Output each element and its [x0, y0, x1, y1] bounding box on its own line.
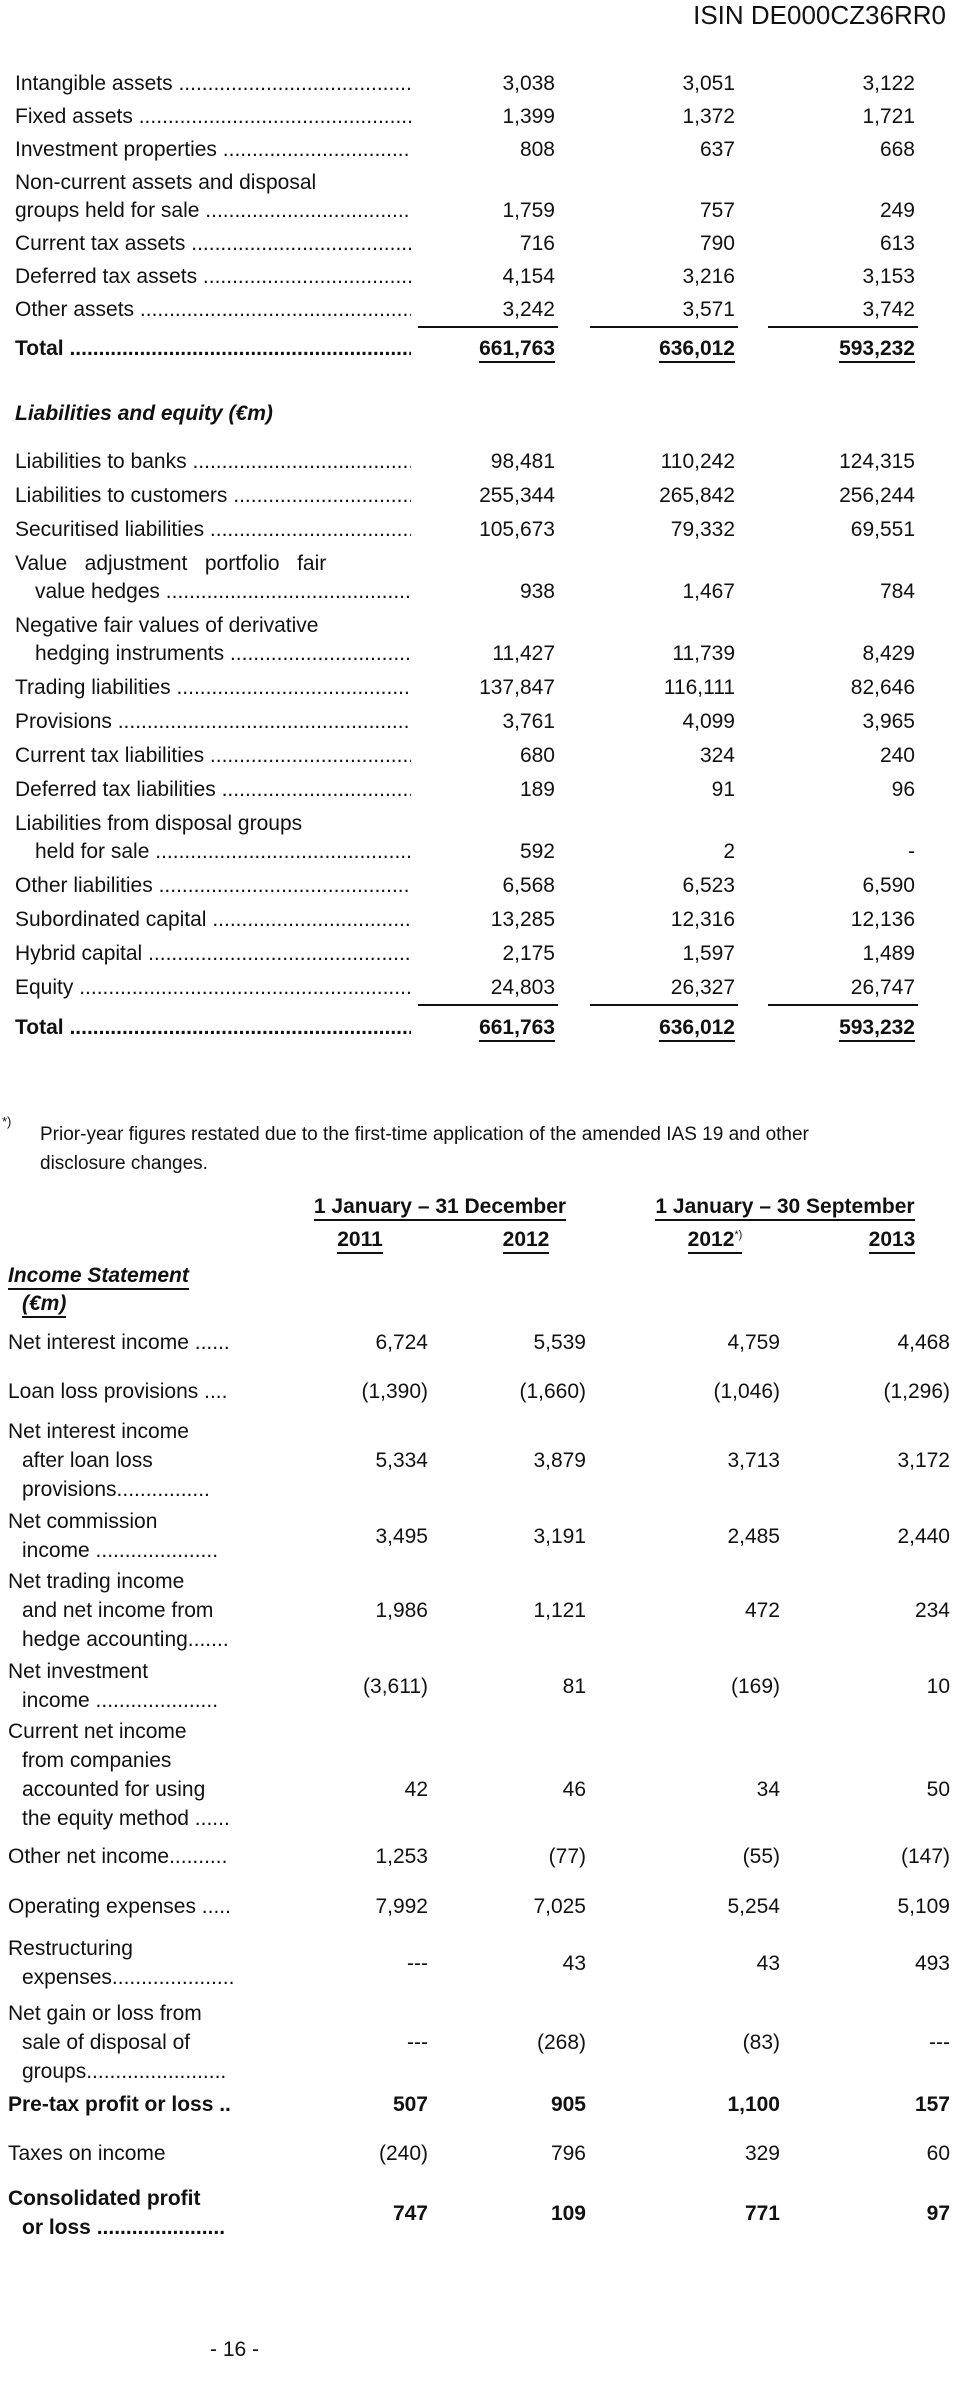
value-2012-restated: 6,523 [682, 874, 735, 897]
period-heading [635, 1195, 935, 1219]
value-2012-restated: 91 [711, 778, 735, 801]
value-2013: 69,551 [850, 518, 915, 541]
footnote-mark: *) [2, 1114, 12, 1129]
value-2012: 680 [519, 744, 555, 767]
income-title [8, 1264, 189, 1288]
value-2013: 8,429 [862, 642, 915, 665]
total-value-2013 [760, 1016, 915, 1040]
income-value: 4,468 [897, 1331, 950, 1354]
value-2012: 105,673 [479, 518, 555, 541]
income-title-text: Income Statement [8, 1264, 189, 1290]
income-value: (1,296) [883, 1380, 950, 1403]
income-value: 97 [926, 2201, 950, 2225]
value-2013: - [908, 840, 915, 863]
row-label-line2: value hedges ..... [35, 580, 411, 604]
income-value: (55) [742, 1845, 780, 1868]
year-label: 2011 [337, 1228, 383, 1254]
row-label-line: income ..................... [22, 1689, 219, 1712]
value-2012: 2,175 [502, 942, 555, 965]
value-2012: 938 [519, 580, 555, 603]
row-label: Current tax assets ..... [15, 232, 411, 256]
income-unit-text: (€m) [22, 1292, 66, 1318]
income-value: 3,495 [375, 1524, 428, 1548]
income-value: 5,109 [897, 1895, 950, 1918]
value-2012: 3,242 [502, 298, 555, 321]
income-value: 7,992 [375, 1895, 428, 1918]
value-2012: 1,759 [502, 199, 555, 222]
value-2013: 3,122 [862, 72, 915, 95]
row-label-line: or loss ...................... [22, 2216, 226, 2239]
income-value: --- [407, 2031, 428, 2054]
year-header [842, 1228, 942, 1252]
row-label-line: Current net income [8, 1720, 187, 1743]
row-label-line: accounted for using [22, 1778, 206, 1801]
income-value: 2,440 [897, 1524, 950, 1548]
value-2013: 3,153 [862, 265, 915, 288]
value-2013: 256,244 [839, 484, 915, 507]
total-value: 593,232 [839, 1016, 915, 1042]
value-2012: 4,154 [502, 265, 555, 288]
row-label: Intangible assets ..... [15, 72, 411, 96]
income-value: (147) [900, 1845, 950, 1868]
income-value: 42 [404, 1777, 428, 1801]
total-value: 593,232 [839, 337, 915, 363]
row-label: Provisions ..... [15, 710, 411, 734]
income-value: --- [929, 2031, 950, 2054]
income-value: 3,879 [533, 1449, 586, 1472]
value-2013: 3,742 [862, 298, 915, 321]
income-value: 109 [550, 2201, 586, 2225]
value-2012-restated: 1,372 [682, 105, 735, 128]
row-label: Other liabilities ..... [15, 874, 411, 898]
year-label [688, 1228, 743, 1254]
value-2012-restated: 79,332 [670, 518, 735, 541]
value-2013: 96 [891, 778, 915, 801]
row-label-line: expenses..................... [22, 1966, 235, 1989]
row-label-line: hedge accounting....... [22, 1628, 229, 1651]
income-value: 7,025 [533, 1895, 586, 1918]
income-value: 472 [744, 1599, 780, 1622]
value-2012: 1,399 [502, 105, 555, 128]
value-2012-restated: 12,316 [670, 908, 735, 931]
row-label-line1: Value adjustment portfolio fair [15, 552, 327, 575]
value-2012-restated: 116,111 [663, 676, 735, 699]
value-2012-restated: 110,242 [660, 450, 735, 473]
liabilities-heading: Liabilities and equity (€m) [15, 402, 273, 425]
row-label-line: from companies [22, 1749, 172, 1772]
income-value: 34 [756, 1777, 780, 1801]
income-value: 4,759 [727, 1331, 780, 1354]
income-value: 50 [926, 1777, 950, 1801]
total-value-2013 [760, 337, 915, 361]
value-2013: 240 [879, 744, 915, 767]
row-label-line2: groups held for sale ..... [15, 199, 411, 223]
income-value: 747 [392, 2201, 428, 2225]
income-value: 1,121 [533, 1599, 586, 1622]
total-value: 661,763 [479, 1016, 555, 1042]
value-2012: 13,285 [490, 908, 555, 931]
subtotal-rule [768, 326, 918, 328]
value-2013: 1,489 [862, 942, 915, 965]
total-value: 636,012 [659, 1016, 735, 1042]
row-label-line: sale of disposal of [22, 2031, 191, 2054]
income-value: (268) [536, 2031, 586, 2054]
row-label-line: Net gain or loss from [8, 2002, 202, 2025]
income-value: 5,539 [533, 1331, 586, 1354]
row-label-line: and net income from [22, 1599, 214, 1622]
income-value: 1,986 [375, 1599, 428, 1622]
income-value: 5,254 [727, 1895, 780, 1918]
value-2012: 808 [519, 138, 555, 161]
income-value: (1,046) [713, 1380, 780, 1403]
value-2013: 6,590 [862, 874, 915, 897]
income-value: --- [407, 1951, 428, 1975]
row-label-line: Net trading income [8, 1570, 185, 1593]
income-value: 3,191 [533, 1524, 586, 1548]
value-2013: 124,315 [839, 450, 915, 473]
row-label-line: the equity method ...... [22, 1807, 230, 1830]
income-value: 796 [550, 2142, 586, 2165]
row-label-line2: held for sale ..... [35, 840, 411, 864]
value-2012-restated: 26,327 [670, 976, 735, 999]
row-label-line2: hedging instruments ..... [35, 642, 411, 666]
row-label: Deferred tax liabilities ..... [15, 778, 411, 802]
value-2012-restated: 265,842 [659, 484, 735, 507]
income-value: 507 [392, 2093, 428, 2116]
row-label: Subordinated capital ..... [15, 908, 411, 932]
row-label: Liabilities to banks ..... [15, 450, 411, 474]
income-value: 43 [756, 1951, 780, 1975]
row-label-line: Pre-tax profit or loss .. [8, 2093, 231, 2116]
row-label: Fixed assets ..... [15, 105, 411, 129]
value-2012: 98,481 [490, 450, 555, 473]
subtotal-rule [418, 1004, 558, 1006]
income-value: 1,100 [727, 2093, 780, 2116]
total-value-2012-restated [580, 1016, 735, 1040]
total-label: Total ..... [15, 1016, 411, 1040]
income-value: 905 [550, 2093, 586, 2116]
row-label: Securitised liabilities ..... [15, 518, 411, 542]
total-value: 661,763 [479, 337, 555, 363]
income-value: 2,485 [727, 1524, 780, 1548]
income-value: (1,660) [519, 1380, 586, 1403]
row-label-line1: Negative fair values of derivative [15, 614, 319, 637]
row-label-line: after loan loss [22, 1449, 153, 1472]
income-value: (169) [730, 1674, 780, 1698]
income-value: (3,611) [363, 1674, 428, 1698]
value-2012: 11,427 [492, 642, 555, 665]
value-2012-restated: 3,051 [682, 72, 735, 95]
value-2012-restated: 2 [723, 840, 735, 863]
value-2013: 249 [879, 199, 915, 222]
isin-header: ISIN DE000CZ36RR0 [693, 0, 946, 30]
row-label-line: Net interest income [8, 1420, 189, 1443]
value-2012: 189 [519, 778, 555, 801]
subtotal-rule [768, 1004, 918, 1006]
subtotal-rule [590, 326, 738, 328]
income-value: 81 [562, 1674, 586, 1698]
income-value: 1,253 [375, 1845, 428, 1868]
row-label-line: Net interest income ...... [8, 1331, 230, 1354]
row-label-line: Taxes on income [8, 2142, 166, 2165]
row-label-line1: Liabilities from disposal groups [15, 812, 303, 835]
value-2012: 255,344 [479, 484, 555, 507]
value-2013: 1,721 [862, 105, 915, 128]
value-2012-restated: 4,099 [682, 710, 735, 733]
income-value: 329 [744, 2142, 780, 2165]
subtotal-rule [418, 326, 558, 328]
value-2013: 613 [879, 232, 915, 255]
value-2013: 26,747 [850, 976, 915, 999]
row-label: Current tax liabilities ..... [15, 744, 411, 768]
income-value: 46 [562, 1777, 586, 1801]
income-value: 771 [744, 2201, 780, 2225]
year-label: 2012 [503, 1228, 550, 1254]
year-header [310, 1228, 410, 1252]
income-value: 157 [914, 2093, 950, 2116]
row-label-line: Net commission [8, 1510, 158, 1533]
value-2012-restated: 3,571 [682, 298, 735, 321]
year-header [660, 1228, 770, 1252]
year-footnote-mark: *) [734, 1229, 743, 1241]
value-2013: 668 [879, 138, 915, 161]
total-label: Total ..... [15, 337, 411, 361]
value-2012-restated: 757 [699, 199, 735, 222]
value-2012: 3,038 [502, 72, 555, 95]
value-2012: 137,847 [479, 676, 555, 699]
value-2013: 12,136 [850, 908, 915, 931]
page-number: - 16 - [210, 2338, 260, 2361]
row-label: Hybrid capital ..... [15, 942, 411, 966]
row-label: Liabilities to customers ..... [15, 484, 411, 508]
income-value: (1,390) [361, 1380, 428, 1403]
value-2013: 784 [879, 580, 915, 603]
row-label-line: Consolidated profit [8, 2187, 201, 2210]
period-label: 1 January – 31 December [314, 1195, 566, 1221]
income-value: (77) [548, 1845, 586, 1868]
footnote-text: Prior-year figures restated due to the first-time application of the amended IAS 19 and other [40, 1124, 809, 1145]
income-value: (83) [742, 2031, 780, 2054]
value-2013: 3,965 [862, 710, 915, 733]
income-value: 3,172 [897, 1449, 950, 1472]
row-label-line: groups........................ [22, 2060, 227, 2083]
income-unit [22, 1292, 66, 1316]
income-value: 6,724 [375, 1331, 428, 1354]
row-label-line: Operating expenses ..... [8, 1895, 231, 1918]
income-value: 5,334 [375, 1449, 428, 1472]
value-2012-restated: 637 [699, 138, 735, 161]
value-2012: 3,761 [502, 710, 555, 733]
subtotal-rule [590, 1004, 738, 1006]
total-value: 636,012 [659, 337, 735, 363]
row-label-line1: Non-current assets and disposal [15, 171, 317, 194]
value-2012-restated: 1,597 [682, 942, 735, 965]
row-label-line: Restructuring [8, 1937, 133, 1960]
income-value: 234 [914, 1599, 950, 1622]
value-2013: 82,646 [850, 676, 915, 699]
value-2012-restated: 3,216 [682, 265, 735, 288]
row-label: Other assets ..... [15, 298, 411, 322]
row-label-line: income ..................... [22, 1539, 219, 1562]
value-2012-restated: 1,467 [682, 580, 735, 603]
value-2012: 716 [519, 232, 555, 255]
value-2012: 592 [519, 840, 555, 863]
value-2012-restated: 324 [699, 744, 735, 767]
value-2012: 6,568 [502, 874, 555, 897]
row-label: Equity ..... [15, 976, 411, 1000]
period-label: 1 January – 30 September [655, 1195, 914, 1221]
row-label-line: Net investment [8, 1660, 149, 1683]
total-value-2012-restated [580, 337, 735, 361]
period-heading [285, 1195, 595, 1219]
row-label-line: provisions................ [22, 1478, 210, 1501]
income-value: 493 [914, 1951, 950, 1975]
row-label-line: Other net income.......... [8, 1845, 228, 1868]
income-value: 10 [926, 1674, 950, 1698]
row-label: Investment properties ..... [15, 138, 411, 162]
value-2012-restated: 11,739 [672, 642, 735, 665]
income-value: 3,713 [727, 1449, 780, 1472]
year-header [476, 1228, 576, 1252]
year-label: 2013 [869, 1228, 916, 1254]
row-label-line: Loan loss provisions .... [8, 1380, 228, 1403]
footnote-text: disclosure changes. [40, 1153, 208, 1174]
income-value: 43 [562, 1951, 586, 1975]
row-label: Trading liabilities ..... [15, 676, 411, 700]
value-2012-restated: 790 [699, 232, 735, 255]
row-label: Deferred tax assets ..... [15, 265, 411, 289]
income-value: (240) [378, 2142, 428, 2165]
income-value: 60 [926, 2142, 950, 2165]
total-value-2012 [400, 1016, 555, 1040]
total-value-2012 [400, 337, 555, 361]
value-2012: 24,803 [490, 976, 555, 999]
year-label-text: 2012 [687, 1228, 735, 1251]
